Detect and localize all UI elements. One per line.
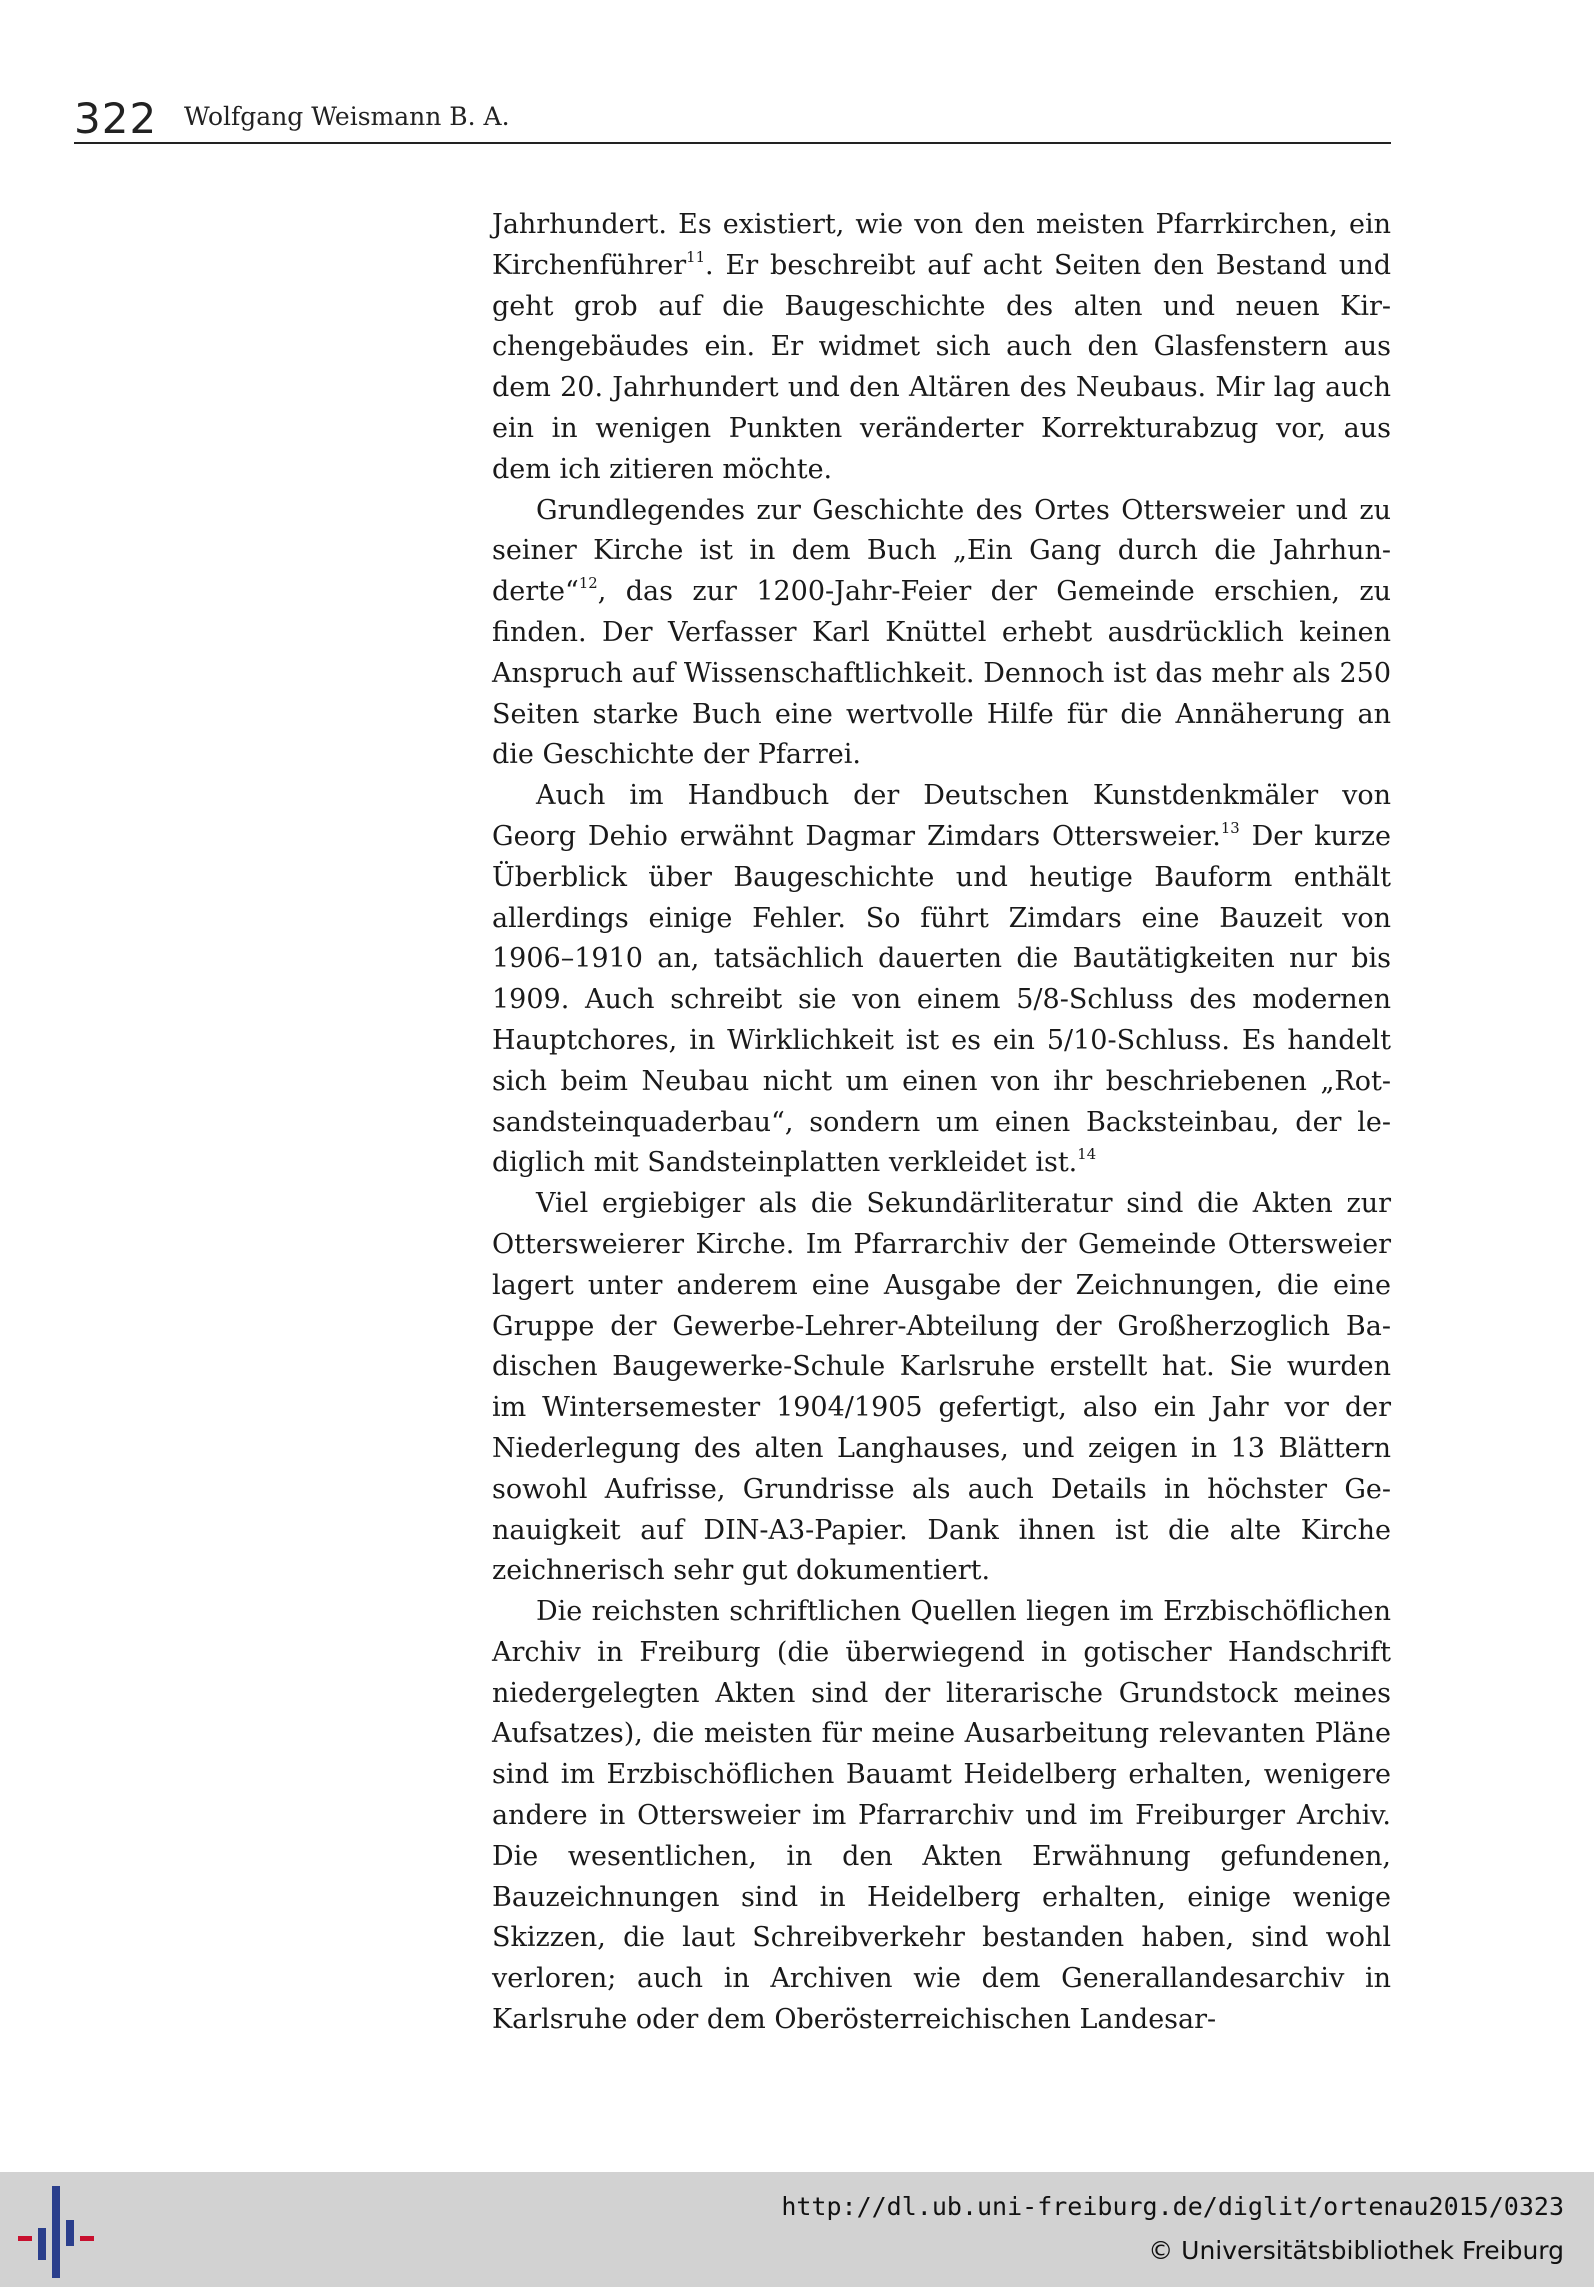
paragraph [492,1592,1391,2041]
text-segment: Jahrhundert. Es existiert, wie von den meisten Pfarrkirchen, ein Kirchenführer [492,209,1391,281]
text-segment: Auch im Handbuch der Deutschen Kunstdenkmäler von Georg Dehio erwähnt Dagmar Zimdars Ottersweier. [492,780,1391,852]
text-segment: Die reichsten schriftlichen Quellen liegen im Erzbischöflichen Archiv in Freiburg (die überwiegend in gotischer Handschrift niedergelegten Akten sind der literarische Grundstock meines Aufsatzes), die meisten für meine Ausarbeitung relevanten Pläne sind im Erzbischöflichen Bauamt Heidelberg erhalten, wenigere andere in Ottersweier im Pfarrarchiv und im Freiburger Archiv. Die wesentlichen, in den Akten Erwähnung gefundenen, Bauzeichnungen sind in Heidelberg erhalten, einige wenige Skizzen, die laut Schreibverkehr bestanden haben, sind wohl verloren; auch in Archiven wie dem Generallandesarchiv in Karlsruhe oder dem Oberösterreichischen Landesar- [492,1596,1391,2036]
paragraph [492,205,1391,491]
paragraph [492,1184,1391,1592]
paragraph [492,491,1391,777]
footnote-ref: 12 [578,573,598,592]
footnote-ref: 14 [1077,1145,1097,1164]
text-segment: Viel ergiebiger als die Sekundärliteratur sind die Akten zur Ottersweierer Kirche. Im Pfarrarchiv der Gemeinde Ottersweier lagert unter anderem eine Ausgabe der Zeichnungen, die eine Gruppe der Gewerbe-Lehrer-Abteilung der Großherzoglich Badischen Baugewerke-Schule Karlsruhe erstellt hat. Sie wurden im Wintersemester 1904/1905 gefertigt, also ein Jahr vor der Niederlegung des alten Langhauses, und zeigen in 13 Blättern sowohl Aufrisse, Grundrisse als auch Details in höchster Genauigkeit auf DIN-A3-Papier. Dank ihnen ist die alte Kirche zeichnerisch sehr gut dokumentiert. [492,1188,1391,1587]
text-segment: Grundlegendes zur Geschichte des Ortes Ottersweier und zu seiner Kirche ist in dem Buch „Ein Gang durch die Jahrhunderte“ [492,494,1391,608]
running-head: Wolfgang Weismann B. A. [184,102,510,131]
ub-freiburg-logo-icon [16,2186,100,2278]
text-segment: , das zur 1200-Jahr-Feier der Gemeinde erschien, zu finden. Der Verfasser Karl Knüttel erhebt ausdrücklich keinen Anspruch auf Wissenschaftlichkeit. Dennoch ist das mehr als 250 Seiten starke Buch eine wertvolle Hilfe für die Annäherung an die Geschichte der Pfarrei. [492,576,1391,771]
footnote-ref: 13 [1220,818,1240,837]
page-header [74,96,1391,144]
main-text [492,205,1391,2041]
footer-bar [0,2172,1594,2287]
text-segment: Der kurze Überblick über Baugeschichte und heutige Bauform enthält allerdings einige Fehler. So führt Zimdars eine Bauzeit von 1906–1910 an, tatsächlich dauerten die Bautätigkeiten nur bis 1909. Auch schreibt sie von einem 5/8-Schluss des modernen Hauptchores, in Wirklichkeit ist es ein 5/10-Schluss. Es handelt sich beim Neubau nicht um einen von ihr beschriebenen „Rotsandsteinquaderbau“, sondern um einen Backsteinbau, der lediglich mit Sandsteinplatten verkleidet ist. [492,820,1391,1179]
footer-url-link[interactable]: http://dl.ub.uni-freiburg.de/diglit/ortenau2015/0323 [781,2192,1564,2221]
text-segment: . Er beschreibt auf acht Seiten den Bestand und geht grob auf die Baugeschichte des alten und neuen Kirchengebäudes ein. Er widmet sich auch den Glasfenstern aus dem 20. Jahrhundert und den Altären des Neubaus. Mir lag auch ein in wenigen Punkten veränderter Korrekturabzug vor, aus dem ich zitieren möchte. [492,249,1391,485]
page-number: 322 [74,94,158,143]
footnote-ref: 11 [686,247,706,266]
paragraph [492,776,1391,1184]
footer-copyright: © Universitätsbibliothek Freiburg [1148,2236,1564,2265]
